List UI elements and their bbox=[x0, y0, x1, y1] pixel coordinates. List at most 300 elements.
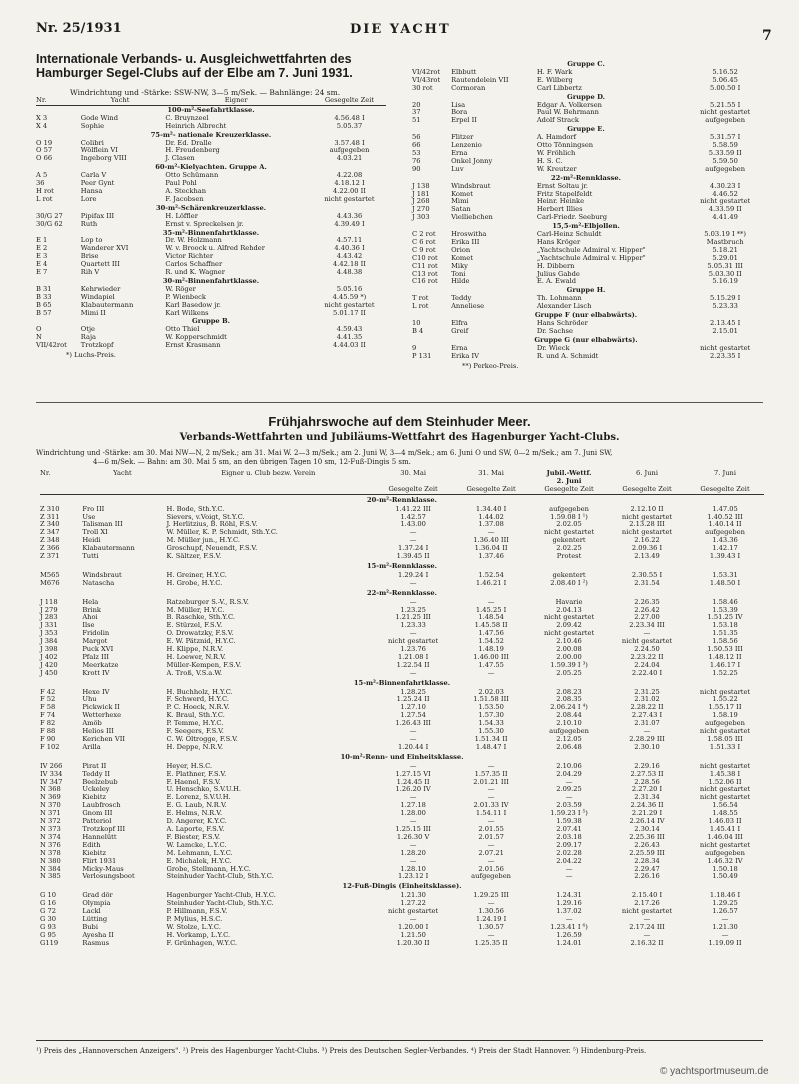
bottom-sail-number: N 370 bbox=[40, 801, 61, 810]
bottom-time-7-juni: aufgegeben bbox=[705, 528, 745, 537]
right-sail-number: 90 bbox=[412, 164, 421, 173]
bottom-sail-number: N 384 bbox=[40, 864, 61, 873]
bottom-sail-number: J 384 bbox=[40, 637, 58, 646]
bottom-yacht-name: Fro III bbox=[82, 504, 105, 513]
bottom-time-7-juni: 1.43.36 bbox=[712, 536, 738, 545]
bottom-owner: W. Müller, K. P. Schmidt, Sth.Y.C. bbox=[166, 528, 278, 537]
col-yacht: Yacht bbox=[110, 96, 130, 104]
right-owner: Dr. Wieck bbox=[536, 343, 570, 352]
hdr-empty-1 bbox=[40, 486, 82, 494]
hdr-d4: 6. Juni bbox=[636, 469, 658, 477]
right-sail-number: C11 rot bbox=[412, 261, 438, 270]
bottom-time-7-juni: nicht gestartet bbox=[699, 793, 751, 802]
bottom-yacht-name: Hannelütt bbox=[82, 832, 117, 841]
bottom-time-2-juni: nicht gestartet bbox=[543, 629, 595, 638]
bottom-time-31-mai: 1.54.33 bbox=[478, 719, 504, 728]
left-time: 5.05.37 bbox=[336, 121, 363, 130]
bottom-time-7-juni: 1.53.39 bbox=[712, 605, 738, 614]
left-yacht-name: Wölflein VI bbox=[80, 146, 118, 155]
issue-number: Nr. 25/1931 bbox=[36, 21, 122, 36]
bottom-time-30-mai: — bbox=[409, 793, 417, 802]
bottom-time-31-mai: 1.52.54 bbox=[478, 570, 504, 579]
bottom-time-7-juni: 1.29.25 bbox=[712, 899, 738, 908]
bottom-time-6-juni: nicht gestartet bbox=[621, 637, 673, 646]
bottom-sail-number: J 118 bbox=[40, 597, 58, 606]
right-yacht-name: Erna bbox=[451, 343, 468, 352]
bottom-time-31-mai: — bbox=[487, 761, 495, 770]
bottom-yacht-name: Pickwick II bbox=[82, 703, 120, 712]
bottom-yacht-name: Arilla bbox=[82, 742, 101, 751]
bottom-owner: H. Buchholz, H.Y.C. bbox=[166, 687, 233, 696]
bottom-time-2-juni: — bbox=[565, 914, 573, 923]
hdr-yacht: Yacht bbox=[113, 469, 132, 477]
bottom-sail-number: J 283 bbox=[40, 613, 58, 622]
right-owner: „Yachtschule Admiral v. Hipper" bbox=[536, 253, 646, 262]
hdr-d2: 31. Mai bbox=[478, 469, 504, 477]
right-class-heading: Gruppe F (nur elbabwärts). bbox=[534, 311, 638, 320]
bottom-yacht-name: Fridolin bbox=[82, 629, 110, 638]
bottom-time-7-juni: 1.51.25 IV bbox=[707, 613, 743, 622]
left-class-heading: 100-m²-Seefahrtklasse. bbox=[167, 105, 255, 114]
left-sail-number: N bbox=[36, 333, 42, 342]
right-owner: Hans Schröder bbox=[536, 319, 588, 327]
right-result-row bbox=[412, 278, 760, 286]
magazine-title: DIE YACHT bbox=[350, 22, 451, 37]
bottom-time-6-juni: nicht gestartet bbox=[621, 512, 673, 521]
left-sail-number: O 57 bbox=[36, 146, 53, 155]
left-sail-number: B 31 bbox=[36, 284, 52, 293]
right-class-heading: Gruppe D. bbox=[567, 92, 605, 101]
hdr-gz-1: Gesegelte Zeit bbox=[388, 484, 438, 493]
bottom-owner: D. Angerer, K.Y.C. bbox=[166, 817, 227, 826]
bottom-time-7-juni: 1.52.06 II bbox=[708, 777, 742, 786]
bottom-result-row bbox=[40, 670, 764, 678]
bottom-time-30-mai: 1.27.54 bbox=[400, 711, 426, 720]
right-time: 5.05.31 III bbox=[707, 261, 743, 270]
right-owner: W. Kreutzer bbox=[536, 164, 577, 173]
right-yacht-name: Flitzer bbox=[451, 133, 474, 142]
right-sail-number: 30 rot bbox=[412, 83, 433, 92]
bottom-time-30-mai: 1.20.44 I bbox=[397, 742, 429, 751]
col-time: Gesegelte Zeit bbox=[324, 96, 375, 104]
bottom-time-7-juni: 1.46.04 III bbox=[707, 832, 743, 841]
right-owner: Carl-Friedr. Seeburg bbox=[536, 213, 608, 222]
bottom-results-table bbox=[40, 470, 764, 948]
left-results-table bbox=[36, 97, 386, 350]
right-results bbox=[412, 60, 762, 370]
hdr-gz-4: Gesegelte Zeit bbox=[622, 484, 672, 493]
bottom-time-2-juni: 2.08.35 bbox=[556, 695, 582, 704]
bottom-time-6-juni: nicht gestartet bbox=[621, 528, 673, 537]
footnote-rule bbox=[36, 1040, 763, 1041]
bottom-owner: M. Müller jun., H.Y.C. bbox=[166, 536, 241, 545]
bottom-time-7-juni: 1.21.30 bbox=[712, 922, 738, 931]
left-time: 4.03.21 bbox=[336, 154, 363, 163]
right-yacht-name: Elbbutt bbox=[451, 67, 477, 76]
bottom-time-31-mai: 1.47.56 bbox=[478, 629, 504, 638]
left-owner: Heinrich Albrecht bbox=[165, 121, 227, 130]
bottom-owner: Hagenburger Yacht-Club, H.Y.C. bbox=[166, 891, 276, 900]
right-class-heading: Gruppe E. bbox=[567, 125, 605, 134]
right-time: 5.58.59 bbox=[712, 141, 738, 150]
bottom-time-30-mai: 1.23.25 bbox=[400, 605, 426, 614]
bottom-time-6-juni: 2.25.36 III bbox=[629, 832, 665, 841]
right-time: 5.21.55 I bbox=[710, 100, 741, 109]
bottom-owner: K. Braul, Sth.Y.C. bbox=[166, 711, 225, 720]
bottom-time-30-mai: 1.21.25 III bbox=[395, 613, 431, 622]
bottom-sail-number: Z 347 bbox=[40, 528, 60, 537]
bottom-time-31-mai: 1.44.02 bbox=[478, 512, 504, 521]
bottom-time-6-juni: 2.09.36 I bbox=[631, 544, 663, 553]
bottom-time-31-mai: 1.30.57 bbox=[478, 922, 504, 931]
right-yacht-name: Lisa bbox=[451, 100, 466, 109]
bottom-time-2-juni: 2.04.13 bbox=[556, 605, 582, 614]
left-results bbox=[36, 97, 390, 359]
left-sail-number: A 5 bbox=[36, 171, 48, 180]
bottom-time-30-mai: 1.26.20 IV bbox=[395, 785, 431, 794]
bottom-owner: H. Grobe, H.Y.C. bbox=[166, 578, 223, 587]
bottom-time-2-juni: gekentert bbox=[552, 536, 586, 545]
right-time: aufgegeben bbox=[705, 164, 746, 173]
bottom-time-7-juni: 1.58.46 bbox=[712, 597, 738, 606]
bottom-time-7-juni: nicht gestartet bbox=[699, 840, 751, 849]
bottom-time-30-mai: 1.24.45 II bbox=[396, 777, 430, 786]
right-time: 5.03.19 I **) bbox=[704, 230, 747, 239]
bottom-time-31-mai: 1.57.30 bbox=[478, 711, 504, 720]
bottom-sail-number: IV 334 bbox=[40, 769, 63, 778]
left-sail-number: B 33 bbox=[36, 292, 52, 301]
bottom-time-2-juni: nicht gestartet bbox=[543, 528, 595, 537]
bottom-time-6-juni: 2.21.29 I bbox=[631, 809, 663, 818]
bottom-time-31-mai: — bbox=[487, 817, 495, 826]
right-result-row bbox=[412, 166, 760, 174]
bottom-time-31-mai: 1.45.58 II bbox=[474, 621, 508, 630]
right-owner: Hans Kröger bbox=[536, 237, 581, 246]
bottom-time-7-juni: 1.51.35 bbox=[712, 629, 738, 638]
left-sail-number: E 2 bbox=[36, 244, 48, 253]
bottom-time-2-juni: 1.37.02 bbox=[556, 907, 582, 916]
left-yacht-name: Rih V bbox=[80, 268, 100, 277]
bottom-time-30-mai: 1.26.30 V bbox=[396, 832, 430, 841]
bottom-time-2-juni: 1.59.23 I ⁵) bbox=[550, 809, 588, 818]
right-yacht-name: Mimi bbox=[451, 197, 469, 206]
left-owner: Dr. Ed. Dralle bbox=[165, 138, 212, 147]
right-sail-number: B 4 bbox=[412, 326, 424, 335]
bottom-sail-number: G119 bbox=[40, 938, 59, 947]
bottom-sail-number: G 10 bbox=[40, 891, 56, 900]
bottom-time-7-juni: 1.26.57 bbox=[712, 907, 738, 916]
left-sail-number: 36 bbox=[36, 179, 45, 188]
bottom-owner: Grobe, Stellmann, H.Y.C. bbox=[166, 864, 251, 873]
bottom-time-30-mai: 1.39.45 II bbox=[396, 552, 430, 561]
left-sail-number: X 3 bbox=[36, 113, 48, 122]
bottom-owner: E. Helms, N.R.V. bbox=[166, 809, 223, 818]
bottom-yacht-name: Talisman III bbox=[82, 520, 123, 529]
bottom-time-30-mai: 1.23.33 bbox=[400, 621, 426, 630]
bottom-sail-number: G 72 bbox=[40, 907, 56, 916]
bottom-sail-number: F 42 bbox=[40, 687, 56, 696]
right-class-heading: Gruppe C. bbox=[567, 60, 605, 68]
bottom-time-2-juni: 2.09.17 bbox=[556, 840, 582, 849]
left-note: *) Luchs-Preis. bbox=[66, 351, 116, 360]
bottom-time-2-juni: aufgegeben bbox=[549, 727, 589, 736]
bottom-time-2-juni: 2.10.06 bbox=[556, 761, 582, 770]
bottom-sail-number: J 450 bbox=[40, 668, 58, 677]
bottom-class-heading: 20-m²-Rennklasse. bbox=[366, 495, 438, 504]
bottom-time-2-juni: nicht gestartet bbox=[543, 613, 595, 622]
col-nr: Nr. bbox=[36, 96, 47, 104]
right-yacht-name: Bora bbox=[451, 108, 468, 117]
left-wind: Windrichtung und -Stärke: SSW-NW, 3—5 m/Sek. — Bahnlänge: 24 sm. bbox=[70, 88, 341, 97]
bottom-time-6-juni: 2.16.32 II bbox=[630, 938, 664, 947]
footnote: ¹) Preis des „Hannoverschen Anzeigers". ²) Preis des Hagenburger Yacht-Clubs. ³) Preis des Deutschen Segler-Verbandes. ⁴) Preis der Stadt Hannover. ⁵) Hindenburg-Preis. bbox=[36, 1047, 647, 1055]
bottom-yacht-name: Tutti bbox=[82, 552, 99, 561]
right-owner: Fritz Stapelfeldt bbox=[536, 189, 593, 198]
right-yacht-name: Vielliebchen bbox=[451, 213, 493, 222]
right-yacht-name: Rautendelein VII bbox=[451, 75, 509, 84]
right-owner: Alexander Lisch bbox=[536, 302, 592, 311]
bottom-sail-number: N 374 bbox=[40, 832, 61, 841]
bottom-time-7-juni: 1.58.05 III bbox=[707, 735, 743, 743]
right-class-heading: Gruppe H. bbox=[566, 286, 606, 295]
left-title: Internationale Verbands- u. Ausgleichwettfahrten des Hamburger Segel-Clubs auf der Elbe am 7. Juni 1931. bbox=[36, 52, 353, 80]
right-sail-number: J 181 bbox=[412, 189, 430, 198]
left-class-heading: 35-m²-Binnenfahrtklasse. bbox=[162, 228, 260, 237]
bottom-time-7-juni: 1.51.33 I bbox=[709, 742, 741, 751]
bottom-owner: Ratzeburger S.-V., R.S.V. bbox=[166, 597, 249, 606]
left-yacht-name: Mimi II bbox=[80, 308, 106, 317]
bottom-sail-number: G 93 bbox=[40, 922, 56, 931]
bottom-sail-number: IV 347 bbox=[40, 777, 63, 786]
right-time: 5.15.29 I bbox=[710, 294, 741, 303]
bottom-yacht-name: Micky-Maus bbox=[82, 864, 124, 873]
left-owner: Paul Pohl bbox=[165, 179, 197, 188]
right-sail-number: C16 rot bbox=[412, 277, 438, 286]
left-owner: C. Bruynzeel bbox=[165, 113, 209, 122]
left-sail-number: L rot bbox=[36, 194, 53, 203]
left-time: 4.57.11 bbox=[336, 236, 363, 245]
watermark: © yachtsportmuseum.de bbox=[660, 1066, 769, 1077]
bottom-time-31-mai: 1.45.25 I bbox=[475, 605, 507, 614]
left-time: 4.42.18 II bbox=[333, 260, 366, 269]
bottom-time-2-juni: 2.09.42 bbox=[556, 621, 582, 630]
bottom-time-30-mai: 1.42.57 bbox=[400, 512, 426, 521]
right-owner: A. Hamdorf bbox=[536, 133, 577, 142]
right-result-row bbox=[412, 303, 760, 311]
bottom-yacht-name: Use bbox=[82, 512, 96, 521]
bottom-time-2-juni: 2.06.24 I ⁴) bbox=[550, 703, 588, 712]
bottom-sail-number: N 369 bbox=[40, 793, 61, 802]
left-class-heading: 75-m²- nationale Kreuzerklasse. bbox=[150, 130, 272, 139]
bottom-class-heading: 22-m²-Rennklasse. bbox=[366, 588, 438, 597]
bottom-time-6-juni: 2.26.35 bbox=[634, 597, 660, 606]
bottom-time-31-mai: 1.51.58 III bbox=[473, 695, 509, 704]
hdr-gz-2: Gesegelte Zeit bbox=[466, 484, 516, 493]
right-time: 5.23.33 bbox=[712, 302, 738, 311]
right-owner: E. Wilberg bbox=[536, 75, 573, 84]
bottom-time-31-mai: 1.36.40 III bbox=[473, 536, 509, 545]
bottom-owner: F. Biester, F.S.V. bbox=[166, 832, 221, 841]
bottom-time-7-juni: 1.48.55 bbox=[712, 809, 738, 818]
bottom-yacht-name: Uhu bbox=[82, 695, 97, 704]
bottom-time-6-juni: 2.17.24 III bbox=[629, 922, 665, 931]
right-class-heading: Gruppe G (nur elbabwärts). bbox=[534, 335, 638, 344]
bottom-sail-number: J 402 bbox=[40, 652, 58, 661]
left-time: nicht gestartet bbox=[324, 194, 375, 203]
right-owner: Carl-Heinz Schuldt bbox=[536, 230, 602, 239]
bottom-class-row bbox=[40, 494, 764, 505]
right-time: 4.30.23 I bbox=[710, 181, 741, 190]
bottom-time-30-mai: — bbox=[409, 578, 417, 587]
right-time: 5.33.59 II bbox=[708, 148, 742, 157]
bottom-yacht-name: Bubi bbox=[82, 922, 98, 931]
bottom-time-2-juni: 1.26.59 bbox=[556, 930, 582, 939]
bottom-sail-number: Z 348 bbox=[40, 536, 60, 545]
right-yacht-name: Hroswitha bbox=[451, 230, 487, 239]
hdr-jub bbox=[530, 470, 608, 486]
bottom-yacht-name: Windsbraut bbox=[82, 570, 122, 579]
left-sail-number: O bbox=[36, 325, 42, 334]
right-result-row bbox=[412, 328, 760, 336]
left-yacht-name: Sophie bbox=[80, 121, 105, 130]
right-owner: Heinr. Heinke bbox=[536, 197, 585, 206]
bottom-time-7-juni: nicht gestartet bbox=[699, 785, 751, 794]
bottom-result-row bbox=[40, 744, 764, 752]
bottom-yacht-name: Troll XI bbox=[82, 528, 108, 537]
bottom-time-30-mai: 1.21.08 I bbox=[397, 652, 429, 661]
right-time: nicht gestartet bbox=[700, 197, 751, 206]
bottom-time-30-mai: 1.28.00 bbox=[400, 809, 426, 818]
bottom-yacht-name: Pfalz III bbox=[82, 652, 109, 661]
bottom-owner: E. Plathner, F.S.V. bbox=[166, 769, 227, 778]
bottom-owner: H. Bode, Sth.Y.C. bbox=[166, 504, 225, 513]
bottom-time-7-juni: nicht gestartet bbox=[699, 761, 751, 770]
right-owner: Adolf Strack bbox=[536, 116, 579, 125]
bottom-sail-number: Z 366 bbox=[40, 544, 60, 553]
right-sail-number: J 270 bbox=[412, 205, 430, 214]
bottom-sail-number: F 52 bbox=[40, 695, 56, 704]
bottom-time-30-mai: — bbox=[409, 840, 417, 849]
right-owner: Dr. Sachse bbox=[536, 326, 573, 335]
right-sail-number: J 303 bbox=[412, 213, 430, 222]
bottom-sail-number: J 353 bbox=[40, 629, 58, 638]
bottom-time-31-mai: 2.01.21 III bbox=[473, 777, 509, 786]
bottom-yacht-name: Ayesha II bbox=[82, 930, 114, 939]
right-owner: „Yachtschule Admiral v. Hipper" bbox=[536, 245, 646, 254]
bottom-time-2-juni: — bbox=[565, 864, 573, 873]
right-time: 2.23.35 I bbox=[710, 351, 741, 360]
bottom-wind-2: 4—6 m/Sek. — Bahn: am 30. Mai 5 sm, an den übrigen Tagen 10 sm, 12-Fuß-Dingis 5 sm. bbox=[93, 458, 411, 466]
right-owner: Otto Tönningsen bbox=[536, 141, 594, 150]
bottom-time-30-mai: nicht gestartet bbox=[388, 907, 439, 916]
left-yacht-name: Colibri bbox=[80, 138, 104, 147]
right-time: 5.29.01 bbox=[712, 253, 738, 262]
left-time: 4.56.48 I bbox=[334, 113, 365, 122]
bottom-owner: F. Grünhagen, W.Y.C. bbox=[166, 938, 238, 947]
bottom-time-30-mai: 1.29.24 I bbox=[397, 570, 429, 579]
bottom-yacht-name: Natascha bbox=[82, 578, 115, 587]
left-owner: J. Clasen bbox=[165, 154, 195, 163]
bottom-time-6-juni: 2.27.20 I bbox=[631, 785, 663, 794]
right-sail-number: 53 bbox=[412, 148, 421, 157]
left-owner: H. Freudenberg bbox=[165, 146, 220, 155]
bottom-time-30-mai: — bbox=[409, 597, 417, 606]
bottom-yacht-name: Heidi bbox=[82, 536, 101, 545]
left-owner: P. Wienbeck bbox=[165, 292, 206, 301]
bottom-time-31-mai: 2.01.33 IV bbox=[473, 801, 509, 810]
bottom-yacht-name: Lackl bbox=[82, 907, 101, 916]
bottom-owner: B. Raschke, Sth.Y.C. bbox=[166, 613, 235, 622]
bottom-yacht-name: Kiebitz bbox=[82, 793, 107, 802]
bottom-sail-number: G 95 bbox=[40, 930, 56, 939]
left-sail-number: E 3 bbox=[36, 252, 48, 261]
right-owner: H. F. Wark bbox=[536, 67, 573, 76]
bottom-time-30-mai: 1.21.50 bbox=[400, 930, 426, 939]
bottom-time-31-mai: 2.07.21 bbox=[478, 848, 504, 857]
bottom-owner: P. Temme, H.Y.C. bbox=[166, 719, 224, 728]
bottom-time-30-mai: 1.27.18 bbox=[400, 801, 426, 810]
left-sail-number: H rot bbox=[36, 186, 54, 195]
left-owner: F. Jacobsen bbox=[165, 194, 204, 203]
left-time: 4.43.42 bbox=[336, 252, 363, 261]
right-time: 5.06.45 bbox=[712, 75, 738, 84]
bottom-time-7-juni: 1.46.03 II bbox=[708, 817, 742, 826]
bottom-time-6-juni: 2.13.49 bbox=[634, 552, 660, 561]
bottom-time-6-juni: 2.15.40 I bbox=[631, 891, 663, 900]
bottom-sail-number: J 331 bbox=[40, 621, 58, 630]
bottom-yacht-name: Brink bbox=[82, 605, 101, 614]
bottom-time-2-juni: 2.12.05 bbox=[556, 735, 582, 743]
bottom-time-6-juni: 2.23.22 II bbox=[630, 652, 664, 661]
bottom-time-31-mai: 2.02.03 bbox=[478, 687, 504, 696]
left-time: 5.05.16 bbox=[336, 284, 363, 293]
bottom-time-7-juni: 1.50.53 III bbox=[707, 645, 743, 654]
right-time: aufgegeben bbox=[705, 116, 746, 125]
bottom-yacht-name: Grad dör bbox=[82, 891, 113, 900]
right-yacht-name: Erna bbox=[451, 148, 468, 157]
left-sail-number: E 7 bbox=[36, 268, 48, 277]
bottom-time-6-juni: — bbox=[643, 930, 651, 939]
bottom-title: Frühjahrswoche auf dem Steinhuder Meer. bbox=[268, 414, 531, 429]
left-yacht-name: Lop to bbox=[80, 236, 103, 245]
bottom-yacht-name: Kiebitz bbox=[82, 848, 107, 857]
left-yacht-name: Wanderer XVI bbox=[80, 244, 129, 253]
left-owner: Karl Wilkens bbox=[165, 308, 209, 317]
bottom-time-6-juni: 2.30.10 bbox=[634, 742, 660, 751]
bottom-time-2-juni: 1.29.16 bbox=[556, 899, 582, 908]
right-results-table bbox=[412, 60, 760, 361]
right-time: 4.33.59 II bbox=[708, 205, 742, 214]
bottom-time-2-juni: 2.04.22 bbox=[556, 856, 582, 865]
bottom-time-2-juni: 2.08.40 I ²) bbox=[550, 578, 588, 587]
right-sail-number: L rot bbox=[412, 302, 429, 311]
bottom-time-30-mai: — bbox=[409, 668, 417, 677]
bottom-time-31-mai: 1.37.46 bbox=[478, 552, 504, 561]
bottom-time-7-juni: 1.53.18 bbox=[712, 621, 738, 630]
left-owner: W. v. Broock u. Alfred Rehder bbox=[165, 244, 265, 253]
bottom-time-30-mai: 1.23.12 I bbox=[397, 872, 429, 881]
bottom-time-30-mai: 1.25.15 III bbox=[395, 824, 431, 833]
bottom-time-7-juni: 1.48.12 II bbox=[708, 652, 742, 661]
right-owner: H. S. C. bbox=[536, 156, 563, 165]
bottom-time-6-juni: 2.27.53 II bbox=[630, 769, 664, 778]
bottom-time-31-mai: — bbox=[487, 597, 495, 606]
bottom-time-2-juni: 1.24.31 bbox=[556, 891, 582, 900]
left-yacht-name: Lore bbox=[80, 194, 97, 203]
left-yacht-name: Raja bbox=[80, 333, 97, 342]
left-sail-number: E 1 bbox=[36, 236, 48, 245]
bottom-time-31-mai: 1.47.55 bbox=[478, 660, 504, 669]
